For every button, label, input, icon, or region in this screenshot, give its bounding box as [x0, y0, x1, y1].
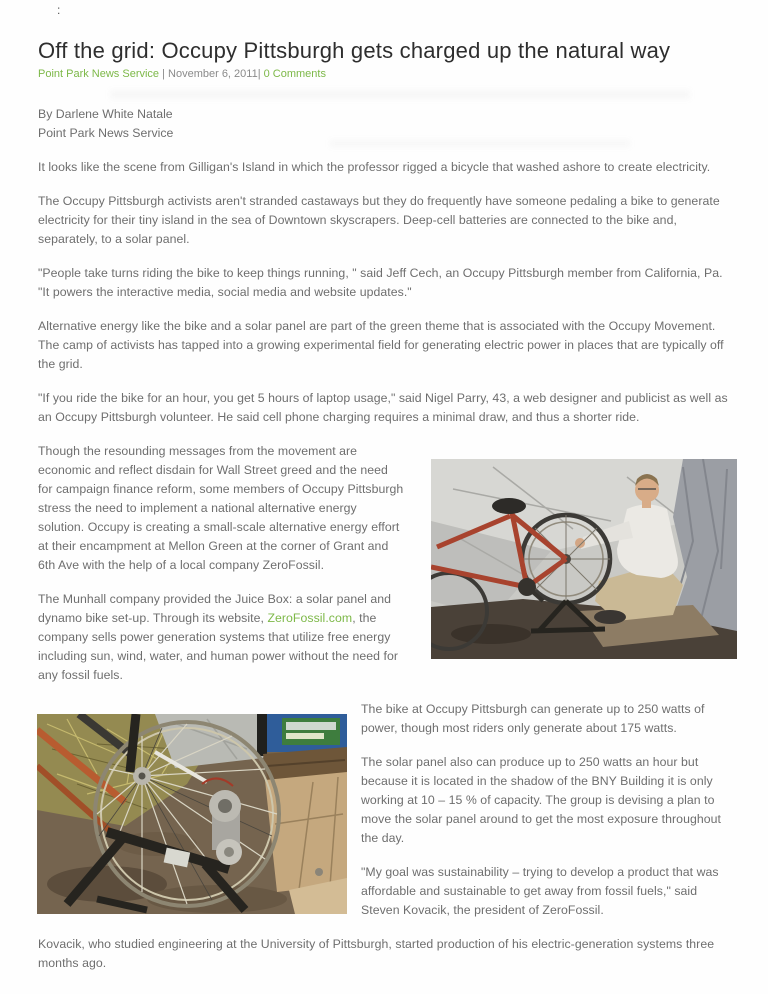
paragraph-11: Kovacik, who studied engineering at the University of Pittsburgh, started production of his electric-generation systems three months ago.	[38, 937, 715, 971]
paragraph-6: Though the resounding messages from the movement are economic and reflect disdain for Wall Street greed and the need for campaign finance reform, some members of Occupy Pittsburgh stress the need to implement a national alternative energy solution. Occupy is creating a small-scale alternative energy effort at their encampment at Mellon Green at the corner of Grant and 6th Ave with the help of a local company ZeroFossil.	[38, 444, 404, 573]
paragraph-10: "My goal was sustainability – trying to develop a product that was affordable and sustainable to get away from fossil fuels," said Steven Kovacik, the president of ZeroFossil.	[361, 865, 719, 918]
byline	[38, 105, 737, 143]
paragraph-2: The Occupy Pittsburgh activists aren't stranded castaways but they do frequently have someone pedaling a bike to generate electricity for their tiny island in the sea of Downtown skyscrapers. Deep-cell batteries are connected to the bike and, separately, to a solar panel.	[38, 194, 720, 247]
photo-man-with-bike-illustration	[431, 459, 737, 659]
zerofossil-link[interactable]: ZeroFossil.com	[267, 611, 353, 626]
paragraph-7-post: , the company sells power generation systems that utilize free energy including sun, wind, water, and human power without the need for any fossil fuels.	[38, 611, 399, 683]
paragraph-7-pre: The Munhall company provided the Juice Box: a solar panel and dynamo bike set-up. Through its website,	[38, 592, 392, 626]
scan-artifact	[110, 90, 690, 99]
page-title: Off the grid: Occupy Pittsburgh gets charged up the natural way	[38, 38, 671, 63]
comments-link[interactable]: 0 Comments	[263, 68, 326, 81]
section-photo-right	[38, 442, 737, 685]
article-meta	[38, 68, 737, 80]
photo-man-with-bike	[431, 459, 737, 659]
paragraph-1: It looks like the scene from Gilligan's Island in which the professor rigged a bicycle that washed ashore to create electricity.	[38, 160, 711, 175]
photo-bike-generator-closeup	[37, 714, 347, 914]
byline-author: By Darlene White Natale	[38, 107, 173, 122]
scan-top-mark: :	[57, 3, 62, 17]
section-photo-left	[38, 700, 737, 920]
source-link[interactable]: Point Park News Service	[38, 68, 160, 81]
paragraph-5: "If you ride the bike for an hour, you get 5 hours of laptop usage," said Nigel Parry, 43, a web designer and publicist as well as an Occupy Pittsburgh volunteer. He said cell phone charging requires a minimal draw, and thus a shorter ride.	[38, 391, 728, 425]
paragraph-9: The solar panel also can produce up to 250 watts an hour but because it is located in the shadow of the BNY Building it is only working at 10 – 15 % of capacity. The group is devising a plan to move the solar panel around to get the most exposure throughout the day.	[361, 755, 721, 846]
byline-org: Point Park News Service	[38, 126, 174, 141]
paragraph-3: "People take turns riding the bike to keep things running, " said Jeff Cech, an Occupy Pittsburgh member from California, Pa. "It powers the interactive media, social media and website updates."	[38, 266, 723, 300]
photo-bike-generator-illustration	[37, 714, 347, 914]
paragraph-8: The bike at Occupy Pittsburgh can generate up to 250 watts of power, though most riders only generate about 175 watts.	[361, 702, 705, 736]
paragraph-4: Alternative energy like the bike and a solar panel are part of the green theme that is associated with the Occupy Movement. The camp of activists has tapped into a growing experimental field for generating electric power in places that are typically off the grid.	[38, 319, 724, 372]
meta-date: | November 6, 2011|	[159, 68, 264, 81]
